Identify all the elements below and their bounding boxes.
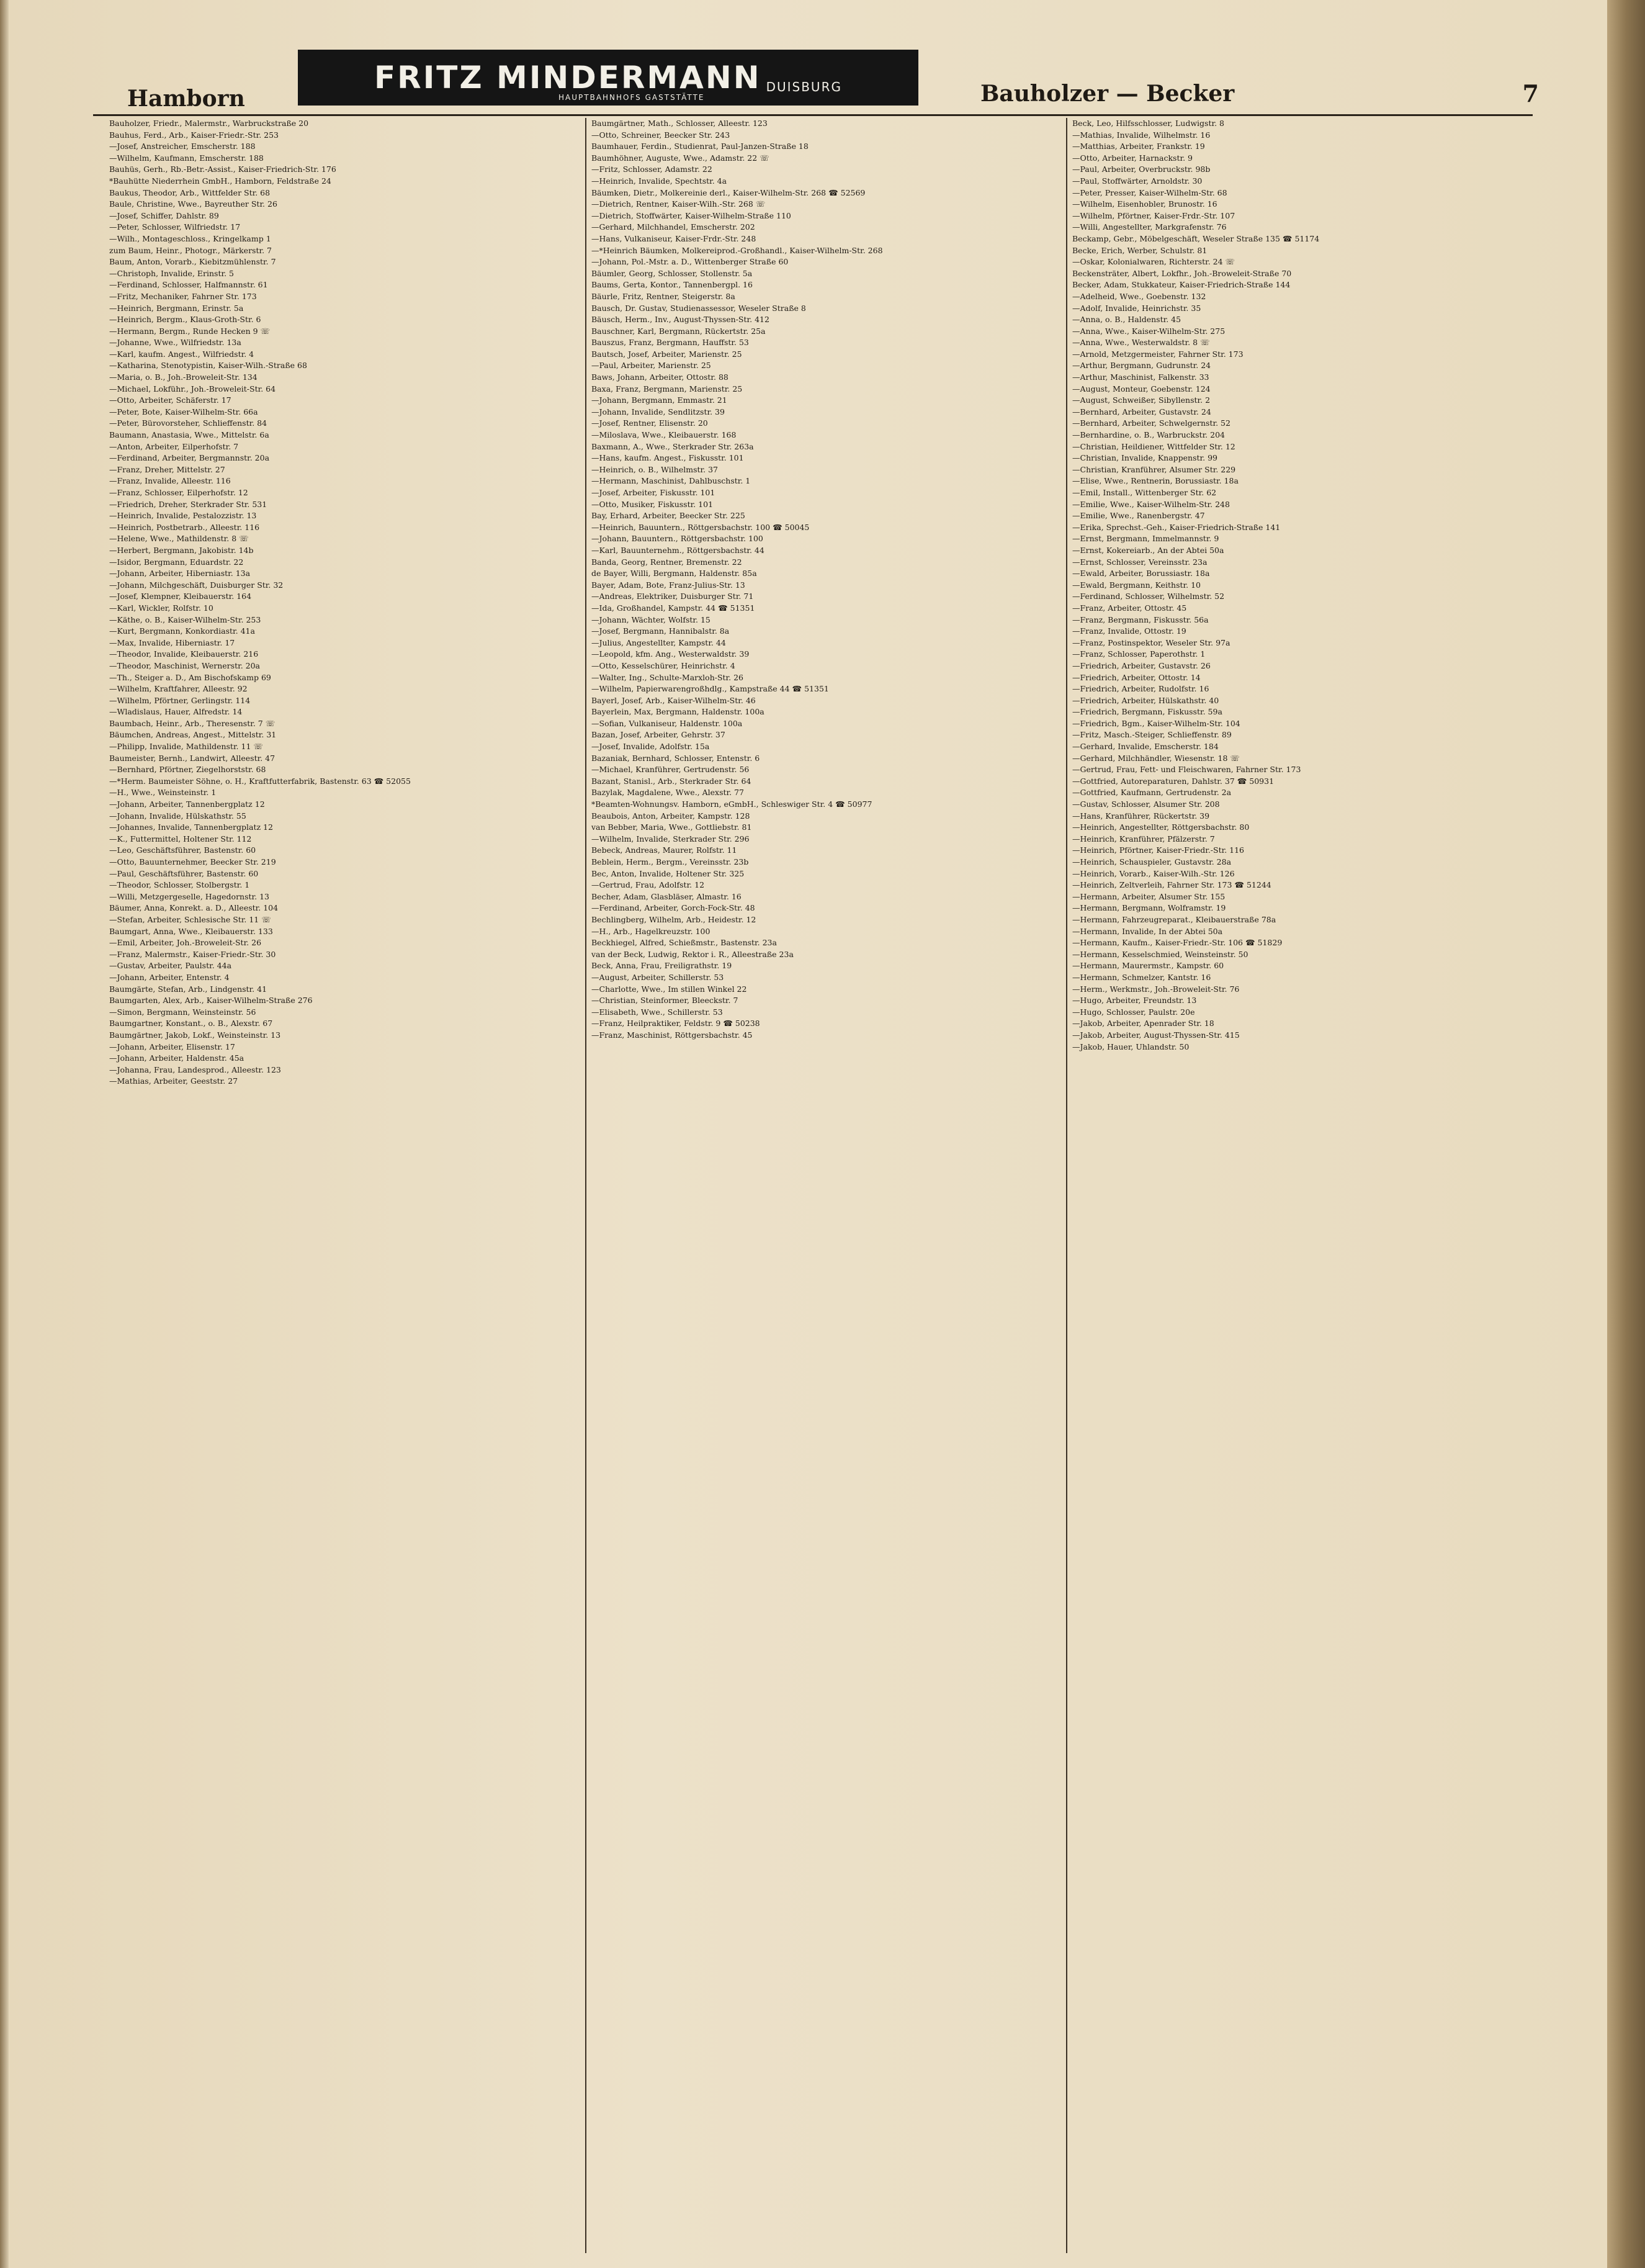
directory-entry: —Erika, Sprechst.-Geh., Kaiser-Friedrich-Straße 141 — [1072, 522, 1281, 532]
directory-entry: —Johannes, Invalide, Tannenbergplatz 12 — [109, 822, 273, 832]
directory-entry: *Beamten-Wohnungsv. Hamborn, eGmbH., Schleswiger Str. 4 ☎ 50977 — [591, 799, 872, 809]
directory-entry: —Johann, Bergmann, Emmastr. 21 — [591, 395, 727, 405]
directory-entry: —Mathias, Arbeiter, Geeststr. 27 — [109, 1076, 238, 1086]
directory-entry: —*Herm. Baumeister Söhne, o. H., Kraftfutterfabrik, Bastenstr. 63 ☎ 52055 — [109, 776, 411, 786]
directory-entry: van der Beck, Ludwig, Rektor i. R., Alleestraße 23a — [591, 949, 794, 959]
directory-entry: Bayerlein, Max, Bergmann, Haldenstr. 100a — [591, 707, 764, 717]
directory-entry: —Johann, Arbeiter, Elisenstr. 17 — [109, 1042, 235, 1051]
directory-entry: —Walter, Ing., Schulte-Marxloh-Str. 26 — [591, 672, 744, 682]
directory-entry: Baumbach, Heinr., Arb., Theresenstr. 7 ☏ — [109, 718, 276, 728]
directory-entry: —Friedrich, Arbeiter, Ottostr. 14 — [1072, 672, 1201, 682]
directory-entry: Beck, Anna, Frau, Freiligrathstr. 19 — [591, 961, 732, 971]
directory-entry: —Peter, Schlosser, Wilfriedstr. 17 — [109, 222, 241, 232]
directory-entry: de Bayer, Willi, Bergmann, Haldenstr. 85a — [591, 569, 757, 578]
directory-entry: —Friedrich, Arbeiter, Gustavstr. 26 — [1072, 660, 1211, 670]
directory-entry: —Hermann, Invalide, In der Abtei 50a — [1072, 926, 1223, 936]
banner-name: FRITZ MINDERMANN — [374, 60, 761, 96]
directory-entry: —Heinrich, Invalide, Pestalozzistr. 13 — [109, 511, 257, 521]
directory-entry: —Friedrich, Bergmann, Fiskusstr. 59a — [1072, 707, 1222, 717]
directory-entry: —Arthur, Bergmann, Gudrunstr. 24 — [1072, 361, 1211, 371]
directory-entry: Bebeck, Andreas, Maurer, Rolfstr. 11 — [591, 845, 737, 855]
directory-entry: —Anna, o. B., Haldenstr. 45 — [1072, 315, 1181, 325]
directory-entry: —Christian, Steinformer, Bleeckstr. 7 — [591, 996, 738, 1006]
directory-entry: —Willi, Angestellter, Markgrafenstr. 76 — [1072, 222, 1227, 232]
directory-entry: —Ewald, Bergmann, Keithstr. 10 — [1072, 580, 1201, 590]
directory-entry: —Wilhelm, Eisenhobler, Brunostr. 16 — [1072, 199, 1217, 209]
directory-entry: —Christian, Kranführer, Alsumer Str. 229 — [1072, 464, 1236, 474]
directory-entry: —Michael, Lokführ., Joh.-Broweleit-Str. 64 — [109, 384, 276, 394]
directory-entry: —Ewald, Arbeiter, Borussiastr. 18a — [1072, 569, 1210, 578]
directory-entry: —Franz, Heilpraktiker, Feldstr. 9 ☎ 50238 — [591, 1019, 760, 1028]
directory-entry: —Wilhelm, Pförtner, Gerlingstr. 114 — [109, 695, 251, 705]
directory-entry: —Josef, Klempner, Kleibauerstr. 164 — [109, 592, 252, 601]
directory-entry: —August, Monteur, Goebenstr. 124 — [1072, 384, 1211, 394]
directory-entry: —Franz, Invalide, Alleestr. 116 — [109, 476, 231, 486]
directory-entry: —Gerhard, Invalide, Emscherstr. 184 — [1072, 742, 1219, 752]
directory-entry: —Dietrich, Rentner, Kaiser-Wilh.-Str. 268 ☏ — [591, 199, 766, 209]
directory-entry: —Gerhard, Milchhändler, Wiesenstr. 18 ☏ — [1072, 753, 1240, 763]
directory-entry: —Otto, Schreiner, Beecker Str. 243 — [591, 130, 730, 140]
directory-entry: Bäusch, Herm., Inv., August-Thyssen-Str. 412 — [591, 315, 769, 325]
directory-entry: —Josef, Rentner, Elisenstr. 20 — [591, 418, 708, 428]
directory-entry: —Paul, Geschäftsführer, Bastenstr. 60 — [109, 868, 259, 878]
directory-entry: —Hermann, Arbeiter, Alsumer Str. 155 — [1072, 891, 1226, 901]
directory-entry: —Johann, Pol.-Mstr. a. D., Wittenberger Straße 60 — [591, 257, 789, 267]
directory-entry: —Michael, Kranführer, Gertrudenstr. 56 — [591, 765, 750, 775]
directory-entry: Baumann, Anastasia, Wwe., Mittelstr. 6a — [109, 430, 269, 440]
column-3 — [1066, 118, 1547, 2253]
directory-entry: —Johann, Arbeiter, Hiberniastr. 13a — [109, 569, 251, 578]
directory-entry: Baumgartner, Konstant., o. B., Alexstr. 67 — [109, 1019, 273, 1028]
directory-entry: —Otto, Kesselschürer, Heinrichstr. 4 — [591, 660, 735, 670]
directory-entry: —Herbert, Bergmann, Jakobistr. 14b — [109, 545, 254, 555]
directory-entry: —Hermann, Schmelzer, Kantstr. 16 — [1072, 972, 1211, 982]
banner-city: DUISBURG — [766, 79, 842, 94]
directory-entry: Bäumer, Anna, Konrekt. a. D., Alleestr. 104 — [109, 903, 279, 913]
directory-entry: —Hans, Vulkaniseur, Kaiser-Frdr.-Str. 248 — [591, 233, 756, 243]
directory-entry: —Hans, Kranführer, Rückertstr. 39 — [1072, 811, 1210, 821]
directory-entry: —Willi, Metzgergeselle, Hagedornstr. 13 — [109, 891, 269, 901]
directory-entry: —Johanna, Frau, Landesprod., Alleestr. 123 — [109, 1064, 281, 1074]
directory-entry: —Johann, Invalide, Sendlitzstr. 39 — [591, 407, 725, 416]
directory-entry: —Josef, Invalide, Adolfstr. 15a — [591, 742, 710, 752]
directory-entry: —Emil, Arbeiter, Joh.-Broweleit-Str. 26 — [109, 938, 262, 948]
directory-entry: —Theodor, Invalide, Kleibauerstr. 216 — [109, 649, 259, 659]
directory-entry: —Arnold, Metzgermeister, Fahrner Str. 173 — [1072, 349, 1244, 359]
directory-entry: —Heinrich, Bergmann, Erinstr. 5a — [109, 303, 244, 313]
directory-entry: —Hugo, Arbeiter, Freundstr. 13 — [1072, 996, 1197, 1006]
directory-entry: —Hermann, Bergm., Runde Hecken 9 ☏ — [109, 326, 271, 336]
directory-entry: —Paul, Arbeiter, Marienstr. 25 — [591, 361, 711, 371]
directory-entry: Bauschner, Karl, Bergmann, Rückertstr. 25a — [591, 326, 766, 336]
directory-entry: —Käthe, o. B., Kaiser-Wilhelm-Str. 253 — [109, 614, 261, 624]
directory-entry: —Heinrich, Angestellter, Röttgersbachstr. 80 — [1072, 822, 1250, 832]
directory-entry: Becker, Adam, Stukkateur, Kaiser-Friedrich-Straße 144 — [1072, 280, 1291, 290]
directory-entry: —Hermann, Maschinist, Dahlbuschstr. 1 — [591, 476, 751, 486]
directory-entry: —Andreas, Elektriker, Duisburger Str. 71 — [591, 592, 754, 601]
directory-entry: Baukus, Theodor, Arb., Wittfelder Str. 68 — [109, 187, 271, 197]
directory-entry: —Dietrich, Stoffwärter, Kaiser-Wilhelm-Straße 110 — [591, 210, 791, 220]
directory-entry: —Bernhard, Pförtner, Ziegelhorststr. 68 — [109, 765, 266, 775]
directory-entry: —Heinrich, Schauspieler, Gustavstr. 28a — [1072, 857, 1232, 866]
directory-entry: —Josef, Schiffer, Dahlstr. 89 — [109, 210, 219, 220]
directory-entry: —Ferdinand, Arbeiter, Bergmannstr. 20a — [109, 453, 270, 463]
directory-entry: —Philipp, Invalide, Mathildenstr. 11 ☏ — [109, 742, 264, 752]
directory-entry: Becher, Adam, Glasbläser, Almastr. 16 — [591, 891, 742, 901]
directory-entry: Baumgärtner, Jakob, Lokf., Weinsteinstr. 13 — [109, 1030, 281, 1040]
directory-entry: Baumgärtner, Math., Schlosser, Alleestr. 123 — [591, 119, 768, 128]
directory-entry: —Christoph, Invalide, Erinstr. 5 — [109, 268, 234, 278]
directory-entry: —Wilhelm, Kaufmann, Emscherstr. 188 — [109, 153, 264, 163]
directory-entry: —Jakob, Arbeiter, August-Thyssen-Str. 415 — [1072, 1030, 1240, 1040]
header-rule — [93, 114, 1533, 116]
directory-entry: —Arthur, Maschinist, Falkenstr. 33 — [1072, 372, 1209, 382]
directory-entry: —Otto, Arbeiter, Harnackstr. 9 — [1072, 153, 1193, 163]
directory-entry: Baule, Christine, Wwe., Bayreuther Str. 26 — [109, 199, 277, 209]
directory-entry: Beck, Leo, Hilfsschlosser, Ludwigstr. 8 — [1072, 119, 1224, 128]
directory-entry: —Franz, Schlosser, Eilperhofstr. 12 — [109, 488, 248, 497]
directory-entry: —K., Futtermittel, Holtener Str. 112 — [109, 834, 252, 844]
directory-entry: —Herm., Werkmstr., Joh.-Broweleit-Str. 76 — [1072, 984, 1240, 994]
directory-entry: —Hermann, Kaufm., Kaiser-Friedr.-Str. 106 ☎ 51829 — [1072, 938, 1283, 948]
directory-entry: Banda, Georg, Rentner, Bremenstr. 22 — [591, 557, 742, 567]
directory-entry: —Franz, Schlosser, Paperothstr. 1 — [1072, 649, 1206, 659]
directory-entry: —Bernhardine, o. B., Warbruckstr. 204 — [1072, 430, 1225, 440]
advertisement-banner — [298, 50, 918, 106]
directory-entry: —Johann, Arbeiter, Tannenbergplatz 12 — [109, 799, 265, 809]
directory-entry: —Ferdinand, Schlosser, Halfmannstr. 61 — [109, 280, 268, 290]
directory-entry: —Peter, Presser, Kaiser-Wilhelm-Str. 68 — [1072, 187, 1227, 197]
directory-entry: —Adelheid, Wwe., Goebenstr. 132 — [1072, 291, 1206, 301]
directory-entry: Bazaniak, Bernhard, Schlosser, Entenstr. 6 — [591, 753, 760, 763]
directory-entry: —Stefan, Arbeiter, Schlesische Str. 11 ☏ — [109, 914, 271, 924]
directory-entry: —Peter, Bote, Kaiser-Wilhelm-Str. 66a — [109, 407, 258, 416]
directory-entry: Bauhus, Ferd., Arb., Kaiser-Friedr.-Str. 253 — [109, 130, 279, 140]
directory-entry: Bauszus, Franz, Bergmann, Hauffstr. 53 — [591, 338, 749, 348]
directory-entry: Beckamp, Gebr., Möbelgeschäft, Weseler Straße 135 ☎ 51174 — [1072, 233, 1320, 243]
directory-entry: —Johann, Invalide, Hülskathstr. 55 — [109, 811, 246, 821]
directory-entry: —Leo, Geschäftsführer, Bastenstr. 60 — [109, 845, 256, 855]
directory-entry: Bayer, Adam, Bote, Franz-Julius-Str. 13 — [591, 580, 745, 590]
directory-entry: Baumgart, Anna, Wwe., Kleibauerstr. 133 — [109, 926, 273, 936]
directory-entry: van Bebber, Maria, Wwe., Gottliebstr. 81 — [591, 822, 752, 832]
directory-entry: —Anton, Arbeiter, Eilperhofstr. 7 — [109, 441, 239, 451]
directory-entry: —Otto, Arbeiter, Schäferstr. 17 — [109, 395, 231, 405]
directory-entry: Bazylak, Magdalene, Wwe., Alexstr. 77 — [591, 788, 744, 798]
directory-entry: Bäumken, Dietr., Molkereinie derl., Kaiser-Wilhelm-Str. 268 ☎ 52569 — [591, 187, 866, 197]
directory-entry: —Johann, Milchgeschäft, Duisburger Str. 32 — [109, 580, 284, 590]
directory-entry: —Johann, Bauuntern., Röttgersbachstr. 100 — [591, 534, 763, 544]
directory-entry: —Ernst, Schlosser, Vereinsstr. 23a — [1072, 557, 1208, 567]
directory-entry: —Hans, kaufm. Angest., Fiskusstr. 101 — [591, 453, 744, 463]
directory-entry: —Heinrich, Pförtner, Kaiser-Friedr.-Str. 116 — [1072, 845, 1245, 855]
directory-columns — [104, 118, 1576, 2253]
directory-entry: —Otto, Bauunternehmer, Beecker Str. 219 — [109, 857, 276, 866]
directory-entry: —Fritz, Masch.-Steiger, Schlieffenstr. 89 — [1072, 730, 1232, 740]
directory-entry: Becke, Erich, Werber, Schulstr. 81 — [1072, 245, 1208, 255]
directory-entry: Beckensträter, Albert, Lokfhr., Joh.-Broweleit-Straße 70 — [1072, 268, 1292, 278]
directory-entry: Baxa, Franz, Bergmann, Marienstr. 25 — [591, 384, 743, 394]
directory-entry: —Wladislaus, Hauer, Alfredstr. 14 — [109, 707, 243, 717]
page-number: 7 — [1522, 79, 1539, 107]
directory-entry: Bauholzer, Friedr., Malermstr., Warbruckstraße 20 — [109, 119, 309, 128]
directory-entry: Bayerl, Josef, Arb., Kaiser-Wilhelm-Str. 46 — [591, 695, 756, 705]
directory-entry: —Hermann, Maurermstr., Kampstr. 60 — [1072, 961, 1224, 971]
directory-entry: —Gustav, Arbeiter, Paulstr. 44a — [109, 961, 232, 971]
directory-entry: —Mathias, Invalide, Wilhelmstr. 16 — [1072, 130, 1211, 140]
directory-entry: —Josef, Arbeiter, Fiskusstr. 101 — [591, 488, 715, 497]
directory-entry: Bec, Anton, Invalide, Holtener Str. 325 — [591, 868, 745, 878]
directory-entry: —Emilie, Wwe., Ranenbergstr. 47 — [1072, 511, 1205, 521]
directory-entry: Bauhüs, Gerh., Rb.-Betr.-Assist., Kaiser-Friedrich-Str. 176 — [109, 164, 336, 174]
directory-entry: —Jakob, Arbeiter, Apenrader Str. 18 — [1072, 1019, 1214, 1028]
directory-entry: —Th., Steiger a. D., Am Bischofskamp 69 — [109, 672, 271, 682]
directory-entry: —Ferdinand, Arbeiter, Gorch-Fock-Str. 48 — [591, 903, 755, 913]
directory-entry: —Heinrich, Invalide, Spechtstr. 4a — [591, 176, 727, 186]
directory-entry: —Maria, o. B., Joh.-Broweleit-Str. 134 — [109, 372, 258, 382]
directory-entry: —Gerhard, Milchhandel, Emscherstr. 202 — [591, 222, 755, 232]
directory-entry: Baumeister, Bernh., Landwirt, Alleestr. 47 — [109, 753, 276, 763]
directory-entry: —Franz, Malermstr., Kaiser-Friedr.-Str. 30 — [109, 949, 276, 959]
directory-entry: —Elisabeth, Wwe., Schillerstr. 53 — [591, 1007, 723, 1017]
directory-entry: Baxmann, A., Wwe., Sterkrader Str. 263a — [591, 441, 754, 451]
directory-entry: —Heinrich, Postbetrarb., Alleestr. 116 — [109, 522, 260, 532]
directory-entry: —Anna, Wwe., Westerwaldstr. 8 ☏ — [1072, 338, 1210, 348]
directory-entry: Bechlingberg, Wilhelm, Arb., Heidestr. 12 — [591, 914, 756, 924]
directory-entry: —Wilhelm, Invalide, Sterkrader Str. 296 — [591, 834, 750, 844]
directory-entry: —Hermann, Fahrzeugreparat., Kleibauerstraße 78a — [1072, 914, 1276, 924]
directory-entry: —Anna, Wwe., Kaiser-Wilhelm-Str. 275 — [1072, 326, 1226, 336]
directory-entry: —Isidor, Bergmann, Eduardstr. 22 — [109, 557, 244, 567]
directory-entry: —Kurt, Bergmann, Konkordiastr. 41a — [109, 626, 255, 636]
directory-entry: —Fritz, Schlosser, Adamstr. 22 — [591, 164, 712, 174]
directory-entry: —Christian, Heildiener, Wittfelder Str. 12 — [1072, 441, 1235, 451]
directory-entry: —Leopold, kfm. Ang., Westerwaldstr. 39 — [591, 649, 750, 659]
directory-entry: —Theodor, Maschinist, Wernerstr. 20a — [109, 660, 261, 670]
directory-entry: —Johann, Wächter, Wolfstr. 15 — [591, 614, 710, 624]
directory-entry: —Miloslava, Wwe., Kleibauerstr. 168 — [591, 430, 737, 440]
directory-entry: Beblein, Herm., Bergm., Vereinsstr. 23b — [591, 857, 749, 866]
directory-entry: —Paul, Arbeiter, Overbruckstr. 98b — [1072, 164, 1211, 174]
directory-entry: —Ernst, Kokereiarb., An der Abtei 50a — [1072, 545, 1224, 555]
directory-entry: Bäumchen, Andreas, Angest., Mittelstr. 31 — [109, 730, 277, 740]
directory-entry: —Julius, Angestellter, Kampstr. 44 — [591, 637, 726, 647]
directory-entry: —Sofian, Vulkaniseur, Haldenstr. 100a — [591, 718, 743, 728]
directory-entry: —Franz, Invalide, Ottostr. 19 — [1072, 626, 1186, 636]
directory-entry: Baumgarten, Alex, Arb., Kaiser-Wilhelm-Straße 276 — [109, 996, 313, 1006]
directory-entry: —Hugo, Schlosser, Paulstr. 20e — [1072, 1007, 1195, 1017]
directory-entry: —Wilhelm, Kraftfahrer, Alleestr. 92 — [109, 684, 248, 694]
directory-entry: —Friedrich, Bgm., Kaiser-Wilhelm-Str. 104 — [1072, 718, 1240, 728]
directory-entry: —Hermann, Bergmann, Wolframstr. 19 — [1072, 903, 1226, 913]
directory-entry: —Heinrich, Bauuntern., Röttgersbachstr. 100 ☎ 50045 — [591, 522, 810, 532]
directory-entry: —Heinrich, Kranführer, Pfälzerstr. 7 — [1072, 834, 1215, 844]
directory-entry: Bay, Erhard, Arbeiter, Beecker Str. 225 — [591, 511, 745, 521]
column-2 — [585, 118, 1066, 2253]
directory-entry: —Emil, Install., Wittenberger Str. 62 — [1072, 488, 1217, 497]
directory-entry: —H., Wwe., Weinsteinstr. 1 — [109, 788, 217, 798]
directory-entry: —Fritz, Mechaniker, Fahrner Str. 173 — [109, 291, 257, 301]
directory-entry: —Simon, Bergmann, Weinsteinstr. 56 — [109, 1007, 256, 1017]
directory-entry: —Peter, Bürovorsteher, Schlieffenstr. 84 — [109, 418, 267, 428]
directory-entry: —Katharina, Stenotypistin, Kaiser-Wilh.-Straße 68 — [109, 361, 307, 371]
directory-entry: —Franz, Arbeiter, Ottostr. 45 — [1072, 603, 1187, 613]
directory-entry: —Charlotte, Wwe., Im stillen Winkel 22 — [591, 984, 747, 994]
directory-entry: Baumgärte, Stefan, Arb., Lindgenstr. 41 — [109, 984, 267, 994]
directory-entry: —Gertrud, Frau, Adolfstr. 12 — [591, 880, 705, 890]
directory-entry: Baumhauer, Ferdin., Studienrat, Paul-Janzen-Straße 18 — [591, 142, 809, 151]
directory-entry: —Friedrich, Dreher, Sterkrader Str. 531 — [109, 499, 267, 509]
directory-entry: —Gertrud, Frau, Fett- und Fleischwaren, Fahrner Str. 173 — [1072, 765, 1301, 775]
directory-entry: Bausch, Dr. Gustav, Studienassessor, Weseler Straße 8 — [591, 303, 806, 313]
directory-entry: —Elise, Wwe., Rentnerin, Borussiastr. 18a — [1072, 476, 1239, 486]
directory-entry: Bäumler, Georg, Schlosser, Stollenstr. 5a — [591, 268, 753, 278]
directory-entry: Bäurle, Fritz, Rentner, Steigerstr. 8a — [591, 291, 735, 301]
directory-entry: —Otto, Musiker, Fiskusstr. 101 — [591, 499, 714, 509]
directory-entry: —*Heinrich Bäumken, Molkereiprod.-Großhandl., Kaiser-Wilhelm-Str. 268 — [591, 245, 883, 255]
directory-entry: —Johanne, Wwe., Wilfriedstr. 13a — [109, 338, 241, 348]
directory-entry: *Bauhütte Niederrhein GmbH., Hamborn, Feldstraße 24 — [109, 176, 331, 186]
directory-entry: —Heinrich, Bergm., Klaus-Groth-Str. 6 — [109, 315, 261, 325]
banner-subtitle: HAUPTBAHNHOFS GASTSTÄTTE — [558, 93, 705, 102]
directory-entry: —Franz, Postinspektor, Weseler Str. 97a — [1072, 637, 1230, 647]
directory-entry: —Ferdinand, Schlosser, Wilhelmstr. 52 — [1072, 592, 1225, 601]
directory-entry: —Ida, Großhandel, Kampstr. 44 ☎ 51351 — [591, 603, 755, 613]
directory-entry: —Heinrich, o. B., Wilhelmstr. 37 — [591, 464, 718, 474]
directory-entry: —Karl, Wickler, Rolfstr. 10 — [109, 603, 213, 613]
directory-entry: —Heinrich, Zeltverleih, Fahrner Str. 173 ☎ 51244 — [1072, 880, 1271, 890]
directory-entry: —Oskar, Kolonialwaren, Richterstr. 24 ☏ — [1072, 257, 1235, 267]
directory-entry: —Jakob, Hauer, Uhlandstr. 50 — [1072, 1042, 1190, 1051]
directory-entry: —Johann, Arbeiter, Entenstr. 4 — [109, 972, 230, 982]
directory-entry: —Josef, Bergmann, Hannibalstr. 8a — [591, 626, 730, 636]
directory-entry: —Ernst, Bergmann, Immelmannstr. 9 — [1072, 534, 1219, 544]
directory-entry: Baws, Johann, Arbeiter, Ottostr. 88 — [591, 372, 728, 382]
directory-entry: Baum, Anton, Vorarb., Kiebitzmühlenstr. 7 — [109, 257, 276, 267]
directory-entry: —Gottfried, Autoreparaturen, Dahlstr. 37 ☎ 50931 — [1072, 776, 1275, 786]
directory-entry: —Friedrich, Arbeiter, Hülskathstr. 40 — [1072, 695, 1219, 705]
page-binding-shadow — [0, 0, 9, 2268]
directory-entry: —Gustav, Schlosser, Alsumer Str. 208 — [1072, 799, 1220, 809]
column-1 — [104, 118, 585, 2253]
directory-entry: —Gottfried, Kaufmann, Gertrudenstr. 2a — [1072, 788, 1232, 798]
directory-entry: —Christian, Invalide, Knappenstr. 99 — [1072, 453, 1218, 463]
directory-entry: —Paul, Stoffwärter, Arnoldstr. 30 — [1072, 176, 1203, 186]
directory-entry: zum Baum, Heinr., Photogr., Märkerstr. 7 — [109, 245, 272, 255]
header-town: Hamborn — [127, 86, 245, 112]
directory-entry: —Helene, Wwe., Mathildenstr. 8 ☏ — [109, 534, 249, 544]
directory-entry: —Emilie, Wwe., Kaiser-Wilhelm-Str. 248 — [1072, 499, 1230, 509]
directory-entry: —Franz, Bergmann, Fiskusstr. 56a — [1072, 614, 1209, 624]
directory-entry: —Johann, Arbeiter, Haldenstr. 45a — [109, 1053, 244, 1063]
directory-entry: —Hermann, Kesselschmied, Weinsteinstr. 50 — [1072, 949, 1248, 959]
directory-entry: —Josef, Anstreicher, Emscherstr. 188 — [109, 142, 256, 151]
directory-entry: —Theodor, Schlosser, Stolbergstr. 1 — [109, 880, 250, 890]
directory-entry: —Heinrich, Vorarb., Kaiser-Wilh.-Str. 126 — [1072, 868, 1235, 878]
directory-entry: —Bernhard, Arbeiter, Gustavstr. 24 — [1072, 407, 1211, 416]
directory-entry: —Wilhelm, Papierwarengroßhdlg., Kampstraße 44 ☎ 51351 — [591, 684, 829, 694]
header-range: Bauholzer — Becker — [980, 81, 1235, 107]
directory-entry: —August, Arbeiter, Schillerstr. 53 — [591, 972, 724, 982]
directory-entry: —Adolf, Invalide, Heinrichstr. 35 — [1072, 303, 1201, 313]
directory-entry: Beckhiegel, Alfred, Schießmstr., Bastenstr. 23a — [591, 938, 777, 948]
directory-entry: —Max, Invalide, Hiberniastr. 17 — [109, 637, 235, 647]
directory-entry: —August, Schweißer, Sibyllenstr. 2 — [1072, 395, 1211, 405]
directory-entry: —Wilh., Montageschloss., Kringelkamp 1 — [109, 233, 271, 243]
directory-entry: —Bernhard, Arbeiter, Schwelgernstr. 52 — [1072, 418, 1230, 428]
directory-entry: —Wilhelm, Pförtner, Kaiser-Frdr.-Str. 107 — [1072, 210, 1235, 220]
directory-entry: Bautsch, Josef, Arbeiter, Marienstr. 25 — [591, 349, 742, 359]
directory-entry: —Franz, Maschinist, Röttgersbachstr. 45 — [591, 1030, 753, 1040]
directory-entry: —Franz, Dreher, Mittelstr. 27 — [109, 464, 225, 474]
directory-entry: —Matthias, Arbeiter, Frankstr. 19 — [1072, 142, 1205, 151]
directory-entry: Beaubois, Anton, Arbeiter, Kampstr. 128 — [591, 811, 750, 821]
directory-entry: Bazant, Stanisl., Arb., Sterkrader Str. 64 — [591, 776, 751, 786]
directory-entry: —Karl, kaufm. Angest., Wilfriedstr. 4 — [109, 349, 254, 359]
directory-entry: —H., Arb., Hagelkreuzstr. 100 — [591, 926, 710, 936]
directory-entry: —Friedrich, Arbeiter, Rudolfstr. 16 — [1072, 684, 1209, 694]
directory-entry: Baums, Gerta, Kontor., Tannenbergpl. 16 — [591, 280, 753, 290]
directory-entry: —Karl, Bauunternehm., Röttgersbachstr. 44 — [591, 545, 764, 555]
page-header — [93, 50, 1539, 112]
directory-entry: Baumhöhner, Auguste, Wwe., Adamstr. 22 ☏ — [591, 153, 769, 163]
page-edge-shadow — [1607, 0, 1645, 2268]
directory-entry: Bazan, Josef, Arbeiter, Gehrstr. 37 — [591, 730, 725, 740]
